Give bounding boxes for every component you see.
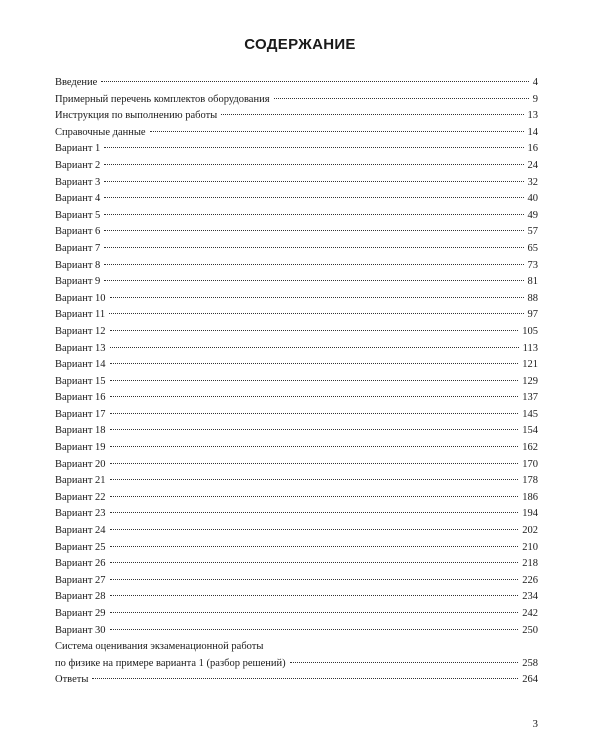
toc-entry[interactable] (55, 390, 538, 407)
page-number: 3 (532, 718, 538, 730)
toc-entry-page: 234 (522, 591, 538, 603)
toc-entry-page: 105 (522, 325, 538, 337)
dot-leader (110, 297, 524, 298)
toc-entry[interactable] (55, 307, 538, 324)
dot-leader (274, 98, 529, 99)
toc-entry-page: 49 (527, 209, 538, 221)
toc-entry-page: 170 (522, 458, 538, 470)
dot-leader (110, 330, 519, 331)
toc-entry[interactable] (55, 158, 538, 175)
toc-entry[interactable] (55, 523, 538, 540)
toc-entry-page: 194 (522, 508, 538, 520)
toc-entry-label: Вариант 10 (55, 292, 106, 304)
dot-leader (110, 496, 519, 497)
dot-leader (110, 363, 519, 364)
toc-entry[interactable] (55, 341, 538, 358)
toc-entry[interactable] (55, 241, 538, 258)
toc-entry[interactable] (55, 274, 538, 291)
dot-leader (104, 280, 523, 281)
toc-entry-page: 145 (522, 408, 538, 420)
dot-leader (110, 413, 519, 414)
toc-entry[interactable] (55, 374, 538, 391)
toc-entry-label: Примерный перечень комплектов оборудования (55, 93, 270, 105)
dot-leader (290, 662, 519, 663)
dot-leader (110, 579, 519, 580)
toc-entry-label: Справочные данные (55, 126, 146, 138)
toc-entry-label: Вариант 14 (55, 359, 106, 371)
toc-entry-label: Вариант 6 (55, 226, 101, 238)
toc-entry[interactable] (55, 606, 538, 623)
toc-entry-page: 154 (522, 425, 538, 437)
dot-leader (104, 147, 523, 148)
toc-entry-page: 24 (527, 159, 538, 171)
toc-entry[interactable] (55, 258, 538, 275)
dot-leader (110, 529, 519, 530)
toc-entry-label: Вариант 2 (55, 159, 101, 171)
dot-leader (104, 264, 523, 265)
toc-entry[interactable] (55, 357, 538, 374)
toc-entry-label: Вариант 27 (55, 574, 106, 586)
toc-entry-page: 202 (522, 525, 538, 537)
dot-leader (92, 678, 518, 679)
toc-entry-page: 16 (527, 143, 538, 155)
dot-leader (104, 230, 523, 231)
toc-entry-label: Инструкция по выполнению работы (55, 110, 218, 122)
dot-leader (104, 247, 523, 248)
toc-entry-page: 57 (527, 226, 538, 238)
toc-entry-label-line1: Система оценивания экзаменационной работы (55, 641, 264, 653)
toc-entry-label: Вариант 26 (55, 558, 106, 570)
toc-entry[interactable] (55, 457, 538, 474)
toc-entry[interactable] (55, 423, 538, 440)
dot-leader (110, 380, 519, 381)
dot-leader (150, 131, 524, 132)
toc-entry-label: Вариант 17 (55, 408, 106, 420)
dot-leader (110, 446, 519, 447)
toc-entry[interactable] (55, 573, 538, 590)
toc-entry-page: 121 (522, 359, 538, 371)
toc-entry-page: 4 (532, 77, 538, 88)
dot-leader (110, 595, 519, 596)
toc-entry[interactable] (55, 75, 538, 92)
toc-entry-label: Вариант 21 (55, 475, 106, 487)
toc-entry-page: 258 (522, 657, 538, 669)
toc-entry-page: 65 (527, 242, 538, 254)
toc-entry[interactable] (55, 490, 538, 507)
toc-entry-page: 250 (522, 624, 538, 636)
table-of-contents (55, 75, 538, 689)
toc-entry-label: Вариант 13 (55, 342, 106, 354)
dot-leader (110, 629, 519, 630)
toc-entry-label: Вариант 29 (55, 608, 106, 619)
dot-leader (110, 546, 519, 547)
toc-entry-answers[interactable] (55, 672, 538, 689)
toc-entry-label: Вариант 11 (55, 309, 106, 321)
toc-entry-label: Вариант 23 (55, 508, 106, 520)
toc-entry-page: 73 (527, 259, 538, 271)
toc-entry-page: 9 (532, 93, 538, 105)
dot-leader (110, 347, 519, 348)
toc-entry[interactable] (55, 324, 538, 341)
dot-leader (110, 396, 519, 397)
dot-leader (101, 81, 528, 82)
toc-entry-page: 81 (527, 276, 538, 288)
toc-entry[interactable] (55, 175, 538, 192)
toc-entry-label: Вариант 4 (55, 193, 101, 205)
dot-leader (110, 429, 519, 430)
toc-entry-label: Вариант 5 (55, 209, 101, 221)
toc-entry-page: 97 (527, 309, 538, 321)
toc-entry-page: 264 (522, 674, 538, 686)
toc-entry-page: 137 (522, 392, 538, 404)
toc-entry-label: Вариант 3 (55, 176, 101, 188)
toc-entry-label: Вариант 28 (55, 591, 106, 603)
toc-entry[interactable] (55, 291, 538, 308)
toc-entry-label: Вариант 1 (55, 143, 101, 155)
toc-entry[interactable] (55, 589, 538, 606)
toc-entry-label: Ответы (55, 674, 89, 686)
toc-entry[interactable] (55, 224, 538, 241)
toc-entry[interactable] (55, 108, 538, 125)
toc-entry-system-line2 (55, 656, 538, 673)
toc-entry[interactable] (55, 473, 538, 490)
toc-entry-page: 113 (522, 342, 538, 354)
toc-entry-page: 226 (522, 574, 538, 586)
toc-entry-page: 242 (522, 608, 538, 619)
toc-entry-system[interactable] (55, 639, 538, 672)
toc-entry-label: Вариант 9 (55, 276, 101, 288)
toc-entry-label: Вариант 15 (55, 375, 106, 387)
toc-entry[interactable] (55, 623, 538, 640)
toc-entry[interactable] (55, 141, 538, 158)
toc-entry-page: 218 (522, 558, 538, 570)
toc-entry[interactable] (55, 407, 538, 424)
toc-entry[interactable] (55, 540, 538, 557)
toc-entry-label: Вариант 22 (55, 491, 106, 503)
toc-entry[interactable] (55, 556, 538, 573)
toc-entry[interactable] (55, 191, 538, 208)
dot-leader (104, 214, 523, 215)
toc-entry-page: 129 (522, 375, 538, 387)
toc-entry-label: Вариант 7 (55, 242, 101, 254)
toc-entry-label: Вариант 16 (55, 392, 106, 404)
toc-entry-label: Вариант 30 (55, 624, 106, 636)
toc-entry-page: 14 (527, 126, 538, 138)
toc-entry-page: 178 (522, 475, 538, 487)
dot-leader (110, 479, 519, 480)
toc-entry-label: Вариант 24 (55, 525, 106, 537)
toc-entry[interactable] (55, 506, 538, 523)
toc-entry-page: 13 (527, 110, 538, 122)
dot-leader (110, 562, 519, 563)
toc-entry-label: Вариант 19 (55, 442, 106, 454)
toc-entry-page: 210 (522, 541, 538, 553)
dot-leader (104, 181, 523, 182)
toc-entry-label: Вариант 8 (55, 259, 101, 271)
toc-entry[interactable] (55, 440, 538, 457)
dot-leader (110, 612, 519, 613)
toc-entry-label: по физике на примере варианта 1 (разбор решений) (55, 657, 286, 669)
toc-entry-label: Вариант 12 (55, 325, 106, 337)
toc-entry-label: Введение (55, 77, 98, 88)
toc-entry-page: 88 (527, 292, 538, 304)
toc-entry[interactable] (55, 208, 538, 225)
dot-leader (104, 164, 523, 165)
toc-entry-label: Вариант 18 (55, 425, 106, 437)
dot-leader (104, 197, 523, 198)
toc-entry-page: 162 (522, 442, 538, 454)
toc-entry[interactable] (55, 125, 538, 142)
toc-entry[interactable] (55, 92, 538, 109)
dot-leader (109, 313, 523, 314)
page-title: СОДЕРЖАНИЕ (244, 36, 356, 53)
toc-entry-page: 32 (527, 176, 538, 188)
dot-leader (221, 114, 523, 115)
toc-entry-page: 186 (522, 491, 538, 503)
toc-entry-label: Вариант 25 (55, 541, 106, 553)
toc-entry-page: 40 (527, 193, 538, 205)
dot-leader (110, 463, 519, 464)
toc-entry-label: Вариант 20 (55, 458, 106, 470)
dot-leader (110, 512, 519, 513)
